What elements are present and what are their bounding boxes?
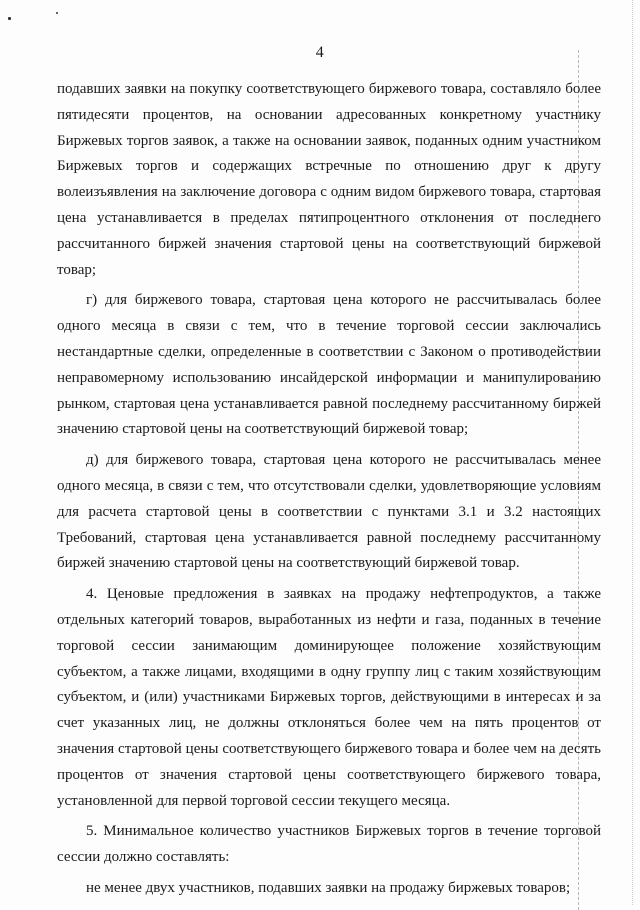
scan-artifact xyxy=(56,12,58,14)
paragraph-section-4: 4. Ценовые предложения в заявках на продажу нефтепродуктов, а также отдельных категорий товаров, выработанных из нефти и газа, поданных в течение торговой сессии занимающим доминирующее положение хозяйствующим субъектом, а также лицами, входящими в одну группу лиц с таким хозяйствующим субъектом, и (или) участниками Биржевых торгов, действующими в интересах и за счет указанных лиц, не должны отклоняться более чем на пять процентов от значения стартовой цены соответствующего биржевого товара и более чем на десять процентов от значения стартовой цены соответствующего биржевого товара, установленной для первой торговой сессии текущего месяца. xyxy=(57,586,601,809)
document-body xyxy=(57,77,601,902)
paragraph-section-5: 5. Минимальное количество участников Биржевых торгов в течение торговой сессии должно составлять: xyxy=(57,823,601,866)
paragraph-item-g: г) для биржевого товара, стартовая цена которого не рассчитывалась более одного месяца в связи с тем, что в течение торговой сессии заключались нестандартные сделки, определенные в соответствии с Законом о противодействии неправомерному использованию инсайдерской информации и манипулированию рынком, стартовая цена устанавливается равной последнему рассчитанному биржей значению стартовой цены на соответствующий биржевой товар; xyxy=(57,292,601,438)
paragraph-list-item: не менее двух участников, подавших заявки на продажу биржевых товаров; xyxy=(86,879,571,896)
page-number: 4 xyxy=(315,44,325,61)
scan-artifact xyxy=(8,17,11,20)
scan-edge-line xyxy=(632,0,633,905)
paragraph-item-d: д) для биржевого товара, стартовая цена которого не рассчитывалась менее одного месяца, в связи с тем, что отсутствовали сделки, удовлетворяющие условиям для расчета стартовой цены в соответствии с пунктами 3.1 и 3.2 настоящих Требований, стартовая цена устанавливается равной последнему рассчитанному биржей значению стартовой цены на соответствующий биржевой товар. xyxy=(57,452,601,572)
paragraph-continuation: подавших заявки на покупку соответствующего биржевого товара, составляло более пятидесяти процентов, на основании адресованных конкретному участнику Биржевых торгов заявок, а также на основании заявок, поданных одним участником Биржевых торгов и содержащих встречные по отношению друг к другу волеизъявления на заключение договора с одним видом биржевого товара, стартовая цена устанавливается в пределах пятипроцентного отклонения от последнего рассчитанного биржей значения стартовой цены на соответствующий биржевой товар; xyxy=(57,81,601,278)
